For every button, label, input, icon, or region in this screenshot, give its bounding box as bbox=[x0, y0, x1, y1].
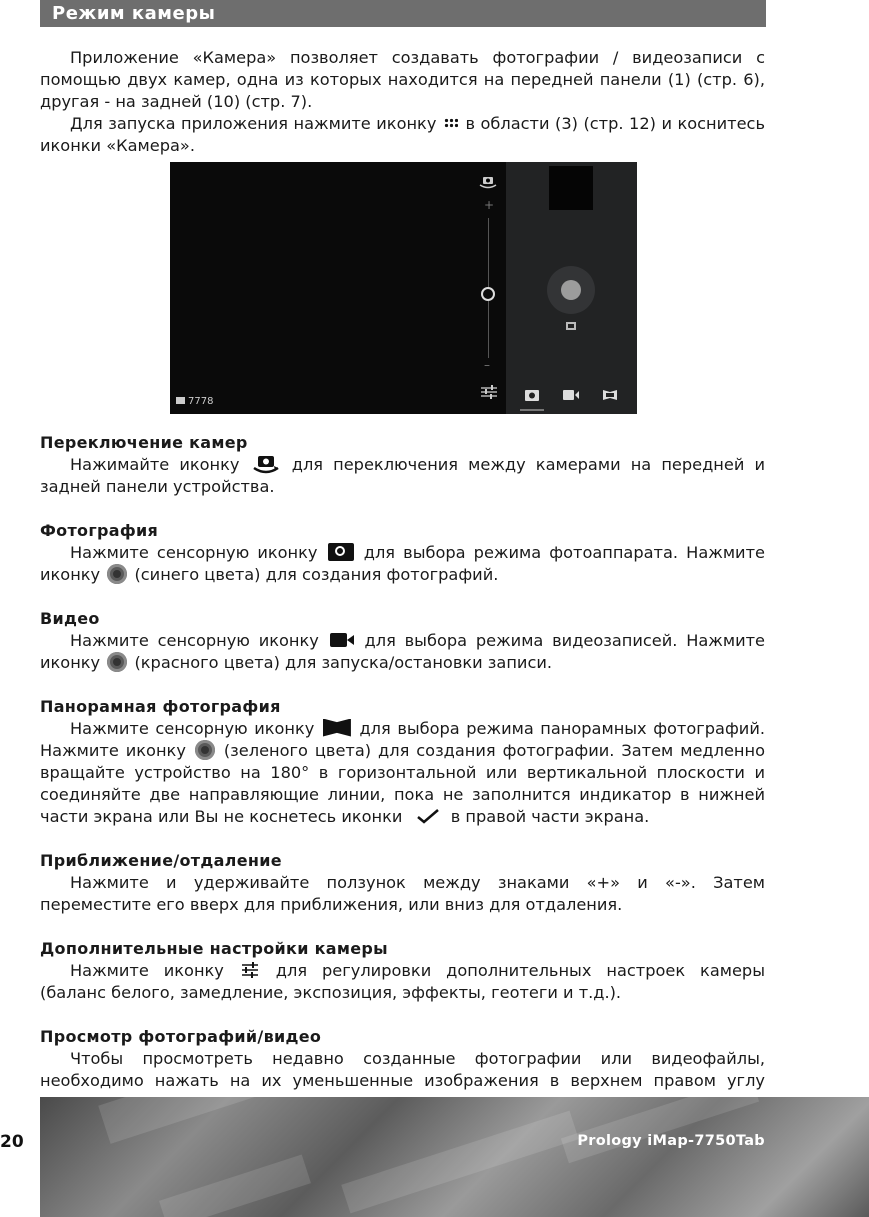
panorama-mode-icon[interactable] bbox=[603, 390, 617, 400]
camera-switch-icon bbox=[252, 454, 280, 474]
switch-text-after: для переключения между камерами на передней и задней панели устройства. bbox=[40, 455, 765, 496]
gallery-paragraph: Чтобы просмотреть недавно созданные фотографии или видеофайлы, необходимо нажать на их уменьшенные изображения в верхнем правом углу bbox=[40, 1049, 765, 1090]
storage-icon bbox=[176, 397, 185, 404]
video-title: Видео bbox=[40, 609, 100, 628]
pano-paragraph bbox=[40, 718, 765, 828]
camera-settings-icon[interactable] bbox=[481, 385, 497, 399]
switch-text-before: Нажимайте иконку bbox=[70, 455, 240, 474]
brand-name: Prology iMap-7750Tab bbox=[577, 1133, 765, 1149]
settings-title: Дополнительные настройки камеры bbox=[40, 939, 388, 958]
video-mode-icon[interactable] bbox=[563, 390, 579, 400]
footer-banner bbox=[40, 1097, 869, 1217]
switch-camera-icon[interactable] bbox=[479, 176, 497, 190]
video-text-before: Нажмите сенсорную иконку bbox=[70, 631, 319, 650]
shutter-blue-icon bbox=[107, 564, 127, 584]
shutter-red-icon bbox=[107, 652, 127, 672]
shutter-green-icon bbox=[195, 740, 215, 760]
photo-paragraph bbox=[40, 542, 765, 586]
apps-grid-icon bbox=[444, 118, 458, 128]
gallery-title: Просмотр фотографий/видео bbox=[40, 1027, 322, 1046]
pano-text-after: в правой части экрана. bbox=[450, 807, 650, 826]
video-camera-icon bbox=[330, 632, 354, 648]
checkmark-icon bbox=[410, 808, 444, 824]
photo-text-after: (синего цвета) для создания фотографий. bbox=[134, 565, 499, 584]
switch-title: Переключение камер bbox=[40, 433, 248, 452]
pano-text-before: Нажмите сенсорную иконку bbox=[70, 719, 315, 738]
video-text-middle: для выбора режима видеозаписей. Нажмите иконку bbox=[40, 631, 766, 672]
last-photo-thumbnail[interactable] bbox=[549, 166, 593, 210]
camera-app-screenshot bbox=[170, 162, 637, 414]
zoom-paragraph: Нажмите и удерживайте ползунок между знаками «+» и «-». Затем переместите его вверх для приближения, или вниз для отдаления. bbox=[40, 873, 765, 914]
pano-text-middle: для выбора режима панорамных фотографий. Нажмите иконку bbox=[40, 719, 765, 760]
settings-sliders-icon bbox=[241, 962, 259, 978]
page-number: 20 bbox=[0, 1132, 24, 1152]
section-header bbox=[40, 0, 766, 27]
photo-camera-icon bbox=[328, 543, 354, 561]
video-text-after: (красного цвета) для запуска/остановки записи. bbox=[134, 653, 553, 672]
photo-title: Фотография bbox=[40, 521, 159, 540]
mode-indicator bbox=[520, 409, 544, 411]
zoom-plus-label: + bbox=[484, 198, 495, 212]
photo-text-before: Нажмите сенсорную иконку bbox=[70, 543, 318, 562]
intro-text-before: Для запуска приложения нажмите иконку bbox=[70, 114, 437, 133]
intro-paragraph-1: Приложение «Камера» позволяет создавать фотографии / видеозаписи с помощью двух камер, одна из которых находится на передней панели (1) (стр. 6), другая - на задней (10) (стр. 7). bbox=[40, 48, 765, 111]
zoom-title: Приближение/отдаление bbox=[40, 851, 282, 870]
photo-mode-icon[interactable] bbox=[525, 389, 539, 401]
intro-text-after: в области (3) (стр. 12) и коснитесь иконки «Камера». bbox=[40, 114, 765, 155]
pano-small-icon bbox=[566, 322, 576, 330]
settings-text-before: Нажмите иконку bbox=[70, 961, 224, 980]
switch-paragraph bbox=[40, 454, 765, 498]
video-paragraph bbox=[40, 630, 765, 674]
storage-counter bbox=[176, 396, 213, 407]
zoom-slider-knob[interactable] bbox=[481, 287, 495, 301]
pano-text-middle2: (зеленого цвета) для создания фотографии. Затем медленно вращайте устройство на 180° в горизонтальной или вертикальной плоскости и соединяйте две направляющие линии, пока не заполнится индикатор в нижней части экрана или Вы не коснетесь иконки bbox=[40, 741, 765, 826]
shutter-inner bbox=[561, 280, 581, 300]
panorama-icon bbox=[323, 719, 351, 737]
settings-text-after: для регулировки дополнительных настроек камеры (баланс белого, замедление, экспозиция, эффекты, геотеги и т.д.). bbox=[40, 961, 765, 1002]
zoom-minus-label: – bbox=[484, 358, 490, 372]
section-title: Режим камеры bbox=[52, 3, 216, 24]
intro-paragraph-2 bbox=[40, 113, 765, 157]
pano-title: Панорамная фотография bbox=[40, 697, 281, 716]
storage-counter-value: 7778 bbox=[188, 396, 214, 407]
photo-text-middle: для выбора режима фотоаппарата. Нажмите иконку bbox=[40, 543, 765, 584]
settings-paragraph bbox=[40, 960, 765, 1004]
